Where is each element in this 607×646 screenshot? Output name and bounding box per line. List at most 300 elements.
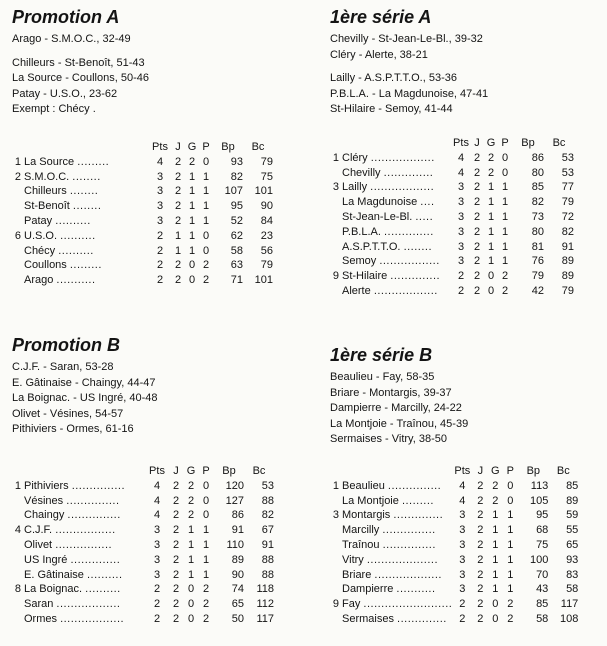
bc-cell: 72 [561, 210, 574, 223]
section-title: 1ère série A [330, 7, 432, 27]
g-cell: 0 [188, 274, 196, 287]
leader-dots: ......... [77, 155, 110, 168]
rank-cell: 1 [14, 155, 21, 168]
team-cell [342, 479, 452, 494]
pts-cell: 4 [153, 479, 161, 492]
rank-cell: 9 [332, 598, 339, 611]
rank-cell: 8 [14, 583, 21, 596]
j-cell: 2 [477, 568, 484, 581]
pts-cell: 2 [153, 598, 161, 611]
bp-cell: 80 [531, 166, 544, 179]
g-cell: 0 [187, 583, 195, 596]
j-cell: 2 [174, 274, 182, 287]
team-cell [342, 166, 452, 181]
pts-cell: 2 [156, 229, 164, 242]
bp-cell: 52 [230, 214, 243, 227]
bc-cell: 82 [261, 509, 274, 522]
j-cell: 2 [477, 509, 484, 522]
p-cell: 0 [202, 244, 210, 257]
g-cell: 1 [492, 524, 499, 537]
bc-cell: 88 [261, 494, 274, 507]
rank-cell [330, 538, 342, 553]
team-name: Ormes [24, 612, 57, 625]
team-cell [24, 508, 146, 523]
result-line: Exempt : Chécy . [12, 103, 96, 116]
j-cell: 2 [473, 181, 481, 194]
result-line: Chilleurs - St-Benoît, 51-43 [12, 56, 145, 69]
team-cell [24, 155, 149, 170]
standings-row [12, 479, 274, 494]
result-line: La Montjoie - Traînou, 45-39 [330, 417, 469, 430]
column-header: Bp [521, 137, 535, 149]
rank-cell: 3 [332, 509, 339, 522]
team-name: Alerte [342, 284, 371, 297]
leader-dots: ............... [382, 524, 436, 537]
result-line: Dampierre - Marcilly, 24-22 [330, 402, 462, 415]
leader-dots: ............... [382, 538, 436, 551]
p-cell: 2 [501, 270, 509, 283]
header-blank [330, 136, 342, 151]
standings-header-row [330, 464, 578, 479]
j-cell: 2 [477, 524, 484, 537]
team-name: St-Benoît [24, 200, 70, 213]
g-cell: 1 [492, 568, 499, 581]
standings-row [12, 597, 274, 612]
rank-cell [12, 214, 24, 229]
standings-row [12, 229, 273, 244]
column-header: P [202, 141, 210, 153]
team-cell [24, 553, 146, 568]
standings-row [330, 269, 574, 284]
j-cell: 2 [473, 255, 481, 268]
bc-cell: 59 [566, 509, 579, 522]
section-serie-1-a [330, 6, 602, 297]
rank-cell [12, 568, 24, 583]
standings-row [330, 210, 574, 225]
bp-cell: 86 [531, 151, 544, 164]
leader-dots: ........ [72, 200, 102, 213]
pts-cell: 4 [156, 155, 164, 168]
g-cell: 1 [187, 538, 195, 551]
g-cell: 2 [187, 479, 195, 492]
team-name: U.S.O. [24, 229, 58, 242]
g-cell: 1 [487, 196, 495, 209]
team-cell [342, 553, 452, 568]
pts-cell: 2 [457, 284, 465, 297]
column-header: Bp [221, 141, 235, 153]
bp-cell: 76 [531, 255, 544, 268]
leader-dots: .................. [60, 612, 125, 625]
leader-dots: .................. [373, 284, 438, 297]
rank-cell [12, 508, 24, 523]
standings-row [12, 258, 273, 273]
team-name: Montargis [342, 509, 391, 522]
g-cell: 1 [188, 185, 196, 198]
j-cell: 1 [174, 229, 182, 242]
j-cell: 2 [473, 210, 481, 223]
column-header: G [186, 465, 196, 477]
bp-cell: 79 [531, 270, 544, 283]
leader-dots: .... [420, 196, 435, 209]
standings-table [12, 140, 273, 288]
p-cell: 0 [202, 229, 210, 242]
bc-cell: 67 [261, 524, 274, 537]
rank-cell [12, 273, 24, 288]
g-cell: 0 [492, 612, 499, 625]
team-cell [342, 240, 452, 255]
team-name: Chevilly [342, 166, 381, 179]
p-cell: 2 [202, 274, 210, 287]
leader-dots: .............. [383, 166, 434, 179]
pts-cell: 3 [156, 200, 164, 213]
j-cell: 2 [477, 553, 484, 566]
leader-dots: ..... [415, 210, 434, 223]
pts-cell: 3 [457, 225, 465, 238]
column-header: J [477, 465, 484, 477]
bp-cell: 91 [231, 524, 244, 537]
rank-cell [330, 225, 342, 240]
section-serie-1-b [330, 344, 602, 625]
team-cell [342, 568, 452, 583]
column-header: G [486, 137, 496, 149]
bc-cell: 79 [260, 259, 273, 272]
bp-cell: 100 [529, 553, 549, 566]
pts-cell: 3 [457, 181, 465, 194]
leader-dots: ........ [72, 170, 101, 183]
j-cell: 2 [477, 612, 484, 625]
g-cell: 0 [187, 612, 195, 625]
leader-dots: .......... [55, 214, 91, 227]
result-line: E. Gâtinaise - Chaingy, 44-47 [12, 376, 156, 389]
team-name: Vitry [342, 553, 364, 566]
result-line: St-Hilaire - Semoy, 41-44 [330, 103, 453, 116]
pts-cell: 3 [156, 214, 164, 227]
team-name: St-Jean-Le-Bl. [342, 210, 413, 223]
standings-row [330, 240, 574, 255]
standings-row [330, 538, 578, 553]
p-cell: 0 [202, 479, 210, 492]
rank-cell [12, 612, 24, 627]
g-cell: 0 [187, 598, 195, 611]
bp-cell: 90 [231, 568, 244, 581]
j-cell: 2 [473, 240, 481, 253]
rank-cell: 1 [14, 479, 21, 492]
bp-cell: 107 [224, 185, 243, 198]
column-header: Bc [552, 137, 566, 149]
bp-cell: 93 [230, 155, 243, 168]
rank-cell [330, 553, 342, 568]
p-cell: 1 [202, 538, 210, 551]
pts-cell: 3 [459, 553, 466, 566]
team-name: C.J.F. [24, 524, 53, 537]
p-cell: 1 [501, 225, 509, 238]
team-cell [342, 538, 452, 553]
p-cell: 0 [202, 155, 210, 168]
standings-row [12, 214, 273, 229]
team-name: E. Gâtinaise [24, 568, 84, 581]
g-cell: 1 [487, 181, 495, 194]
team-cell [24, 494, 146, 509]
j-cell: 2 [473, 166, 481, 179]
pts-cell: 2 [156, 274, 164, 287]
bc-cell: 88 [261, 553, 274, 566]
standings-row [330, 225, 574, 240]
team-name: Beaulieu [342, 479, 385, 492]
rank-cell [12, 553, 24, 568]
j-cell: 2 [473, 225, 481, 238]
rank-cell: 9 [332, 270, 339, 283]
team-name: Saran [24, 598, 54, 611]
j-cell: 2 [477, 494, 484, 507]
standings-row [12, 582, 274, 597]
bp-cell: 82 [531, 196, 544, 209]
g-cell: 2 [187, 494, 195, 507]
p-cell: 1 [501, 255, 509, 268]
standings-row [12, 170, 273, 185]
leader-dots: ........ [69, 185, 99, 198]
bc-cell: 53 [561, 151, 574, 164]
p-cell: 1 [507, 524, 514, 537]
pts-cell: 4 [459, 479, 466, 492]
p-cell: 2 [202, 598, 210, 611]
team-cell [24, 523, 146, 538]
leader-dots: ............... [387, 479, 442, 492]
team-name: Chécy [24, 244, 56, 257]
leader-dots: ................. [379, 255, 440, 268]
section-promotion-a [12, 6, 302, 287]
standings-row [330, 523, 578, 538]
leader-dots: .......... [58, 244, 94, 257]
bp-cell: 50 [231, 612, 244, 625]
header-blank [24, 464, 146, 479]
bc-cell: 55 [566, 524, 579, 537]
j-cell: 2 [477, 538, 484, 551]
rank-cell [12, 199, 24, 214]
header-blank [24, 140, 149, 155]
rank-cell [12, 538, 24, 553]
bp-cell: 81 [531, 240, 544, 253]
leader-dots: .................. [56, 598, 121, 611]
pts-cell: 2 [459, 598, 466, 611]
team-name: Chilleurs [24, 185, 67, 198]
bp-cell: 127 [225, 494, 244, 507]
bc-cell: 117 [256, 612, 274, 625]
standings-row [12, 553, 274, 568]
j-cell: 2 [172, 553, 180, 566]
j-cell: 2 [473, 196, 481, 209]
p-cell: 0 [501, 151, 509, 164]
pts-cell: 2 [457, 270, 465, 283]
standings-row [330, 612, 578, 627]
standings-table [12, 464, 274, 627]
team-name: Chaingy [24, 509, 65, 522]
standings-row [330, 180, 574, 195]
rank-cell [330, 254, 342, 269]
p-cell: 1 [501, 240, 509, 253]
pts-cell: 3 [153, 568, 161, 581]
bp-cell: 71 [230, 274, 243, 287]
p-cell: 1 [501, 181, 509, 194]
section-title: 1ère série B [330, 345, 433, 365]
bp-cell: 110 [226, 538, 244, 551]
team-name: Arago [24, 274, 54, 287]
header-blank [12, 140, 24, 155]
bp-cell: 82 [230, 170, 243, 183]
team-name: Vésines [24, 494, 64, 507]
j-cell: 2 [172, 583, 180, 596]
j-cell: 2 [174, 200, 182, 213]
team-name: P.B.L.A. [342, 225, 381, 238]
team-cell [24, 273, 149, 288]
p-cell: 1 [202, 553, 210, 566]
bc-cell: 85 [566, 479, 579, 492]
bc-cell: 91 [261, 538, 274, 551]
j-cell: 2 [174, 259, 182, 272]
column-header: J [173, 465, 179, 477]
column-header: Bp [526, 465, 541, 477]
bc-cell: 89 [561, 255, 574, 268]
j-cell: 2 [477, 598, 484, 611]
team-cell [342, 225, 452, 240]
g-cell: 1 [492, 509, 499, 522]
section-title: Promotion A [12, 7, 120, 27]
section-title: Promotion B [12, 335, 120, 355]
team-cell [24, 214, 149, 229]
j-cell: 2 [172, 479, 180, 492]
bc-cell: 56 [260, 244, 273, 257]
team-cell [24, 479, 146, 494]
g-cell: 2 [492, 479, 499, 492]
leader-dots: ......................... [363, 598, 453, 611]
results-list [330, 370, 602, 448]
standings-row [330, 494, 578, 509]
bc-cell: 53 [261, 479, 274, 492]
p-cell: 2 [507, 598, 514, 611]
bc-cell: 53 [561, 166, 574, 179]
column-header: Pts [152, 141, 168, 153]
pts-cell: 3 [457, 196, 465, 209]
pts-cell: 3 [459, 538, 466, 551]
team-cell [342, 523, 452, 538]
column-header: G [491, 465, 500, 477]
leader-dots: .................... [366, 553, 438, 566]
section-promotion-b [12, 334, 302, 625]
leader-dots: .......... [85, 583, 121, 596]
g-cell: 1 [492, 583, 499, 596]
p-cell: 1 [202, 568, 210, 581]
result-line: Pithiviers - Ormes, 61-16 [12, 423, 134, 436]
standings-row [330, 151, 574, 166]
standings-row [12, 612, 274, 627]
j-cell: 2 [172, 524, 180, 537]
leader-dots: .............. [390, 270, 441, 283]
result-line: Beaulieu - Fay, 58-35 [330, 371, 435, 383]
header-blank [330, 464, 342, 479]
p-cell: 1 [507, 568, 514, 581]
leader-dots: ............... [66, 494, 120, 507]
result-line: La Source - Coullons, 50-46 [12, 72, 149, 85]
pts-cell: 2 [153, 583, 161, 596]
g-cell: 1 [188, 170, 196, 183]
team-cell [24, 229, 149, 244]
team-cell [24, 597, 146, 612]
bp-cell: 95 [536, 509, 549, 522]
bp-cell: 58 [230, 244, 243, 257]
g-cell: 1 [487, 225, 495, 238]
rank-cell [330, 195, 342, 210]
standings-header-row [12, 464, 274, 479]
leader-dots: ........... [396, 583, 436, 596]
team-cell [342, 508, 452, 523]
bc-cell: 84 [260, 214, 273, 227]
rank-cell [330, 240, 342, 255]
g-cell: 0 [487, 284, 495, 297]
leader-dots: ................. [55, 524, 116, 537]
j-cell: 2 [174, 185, 182, 198]
bp-cell: 65 [231, 598, 244, 611]
team-cell [342, 597, 452, 612]
column-header: J [474, 137, 480, 149]
column-header: Bp [222, 465, 236, 477]
standings-row [12, 199, 273, 214]
p-cell: 0 [202, 509, 210, 522]
p-cell: 1 [202, 170, 210, 183]
team-name: La Montjoie [342, 494, 399, 507]
bc-cell: 83 [566, 568, 579, 581]
p-cell: 0 [507, 494, 514, 507]
team-name: Traînou [342, 538, 380, 551]
results-list [12, 360, 302, 438]
team-name: Pithiviers [24, 479, 69, 492]
p-cell: 1 [202, 185, 210, 198]
standings-row [12, 494, 274, 509]
team-cell [342, 195, 452, 210]
standings-row [330, 284, 574, 299]
team-name: Patay [24, 214, 53, 227]
rank-cell [12, 244, 24, 259]
standings-table [330, 136, 574, 299]
g-cell: 1 [188, 244, 196, 257]
result-line: Patay - U.S.O., 23-62 [12, 87, 118, 100]
leader-dots: .......... [86, 568, 123, 581]
bc-cell: 101 [254, 185, 273, 198]
g-cell: 2 [187, 509, 195, 522]
bc-cell: 23 [260, 229, 273, 242]
result-line: Lailly - A.S.P.T.T.O., 53-36 [330, 72, 457, 85]
team-name: Briare [342, 568, 372, 581]
team-cell [24, 184, 149, 199]
p-cell: 2 [202, 259, 210, 272]
pts-cell: 3 [457, 255, 465, 268]
j-cell: 1 [174, 244, 182, 257]
bp-cell: 70 [536, 568, 549, 581]
p-cell: 1 [202, 200, 210, 213]
column-header: G [187, 141, 197, 153]
rank-cell [330, 284, 342, 299]
bp-cell: 74 [231, 583, 244, 596]
pts-cell: 3 [156, 185, 164, 198]
bc-cell: 82 [561, 225, 574, 238]
leader-dots: .............. [70, 553, 121, 566]
column-header: Bc [556, 465, 570, 477]
j-cell: 2 [473, 270, 481, 283]
team-name: La Source [24, 155, 75, 168]
team-cell [342, 582, 452, 597]
p-cell: 0 [501, 166, 509, 179]
standings-header-row [12, 140, 273, 155]
rank-cell: 1 [332, 151, 339, 164]
team-cell [24, 582, 146, 597]
